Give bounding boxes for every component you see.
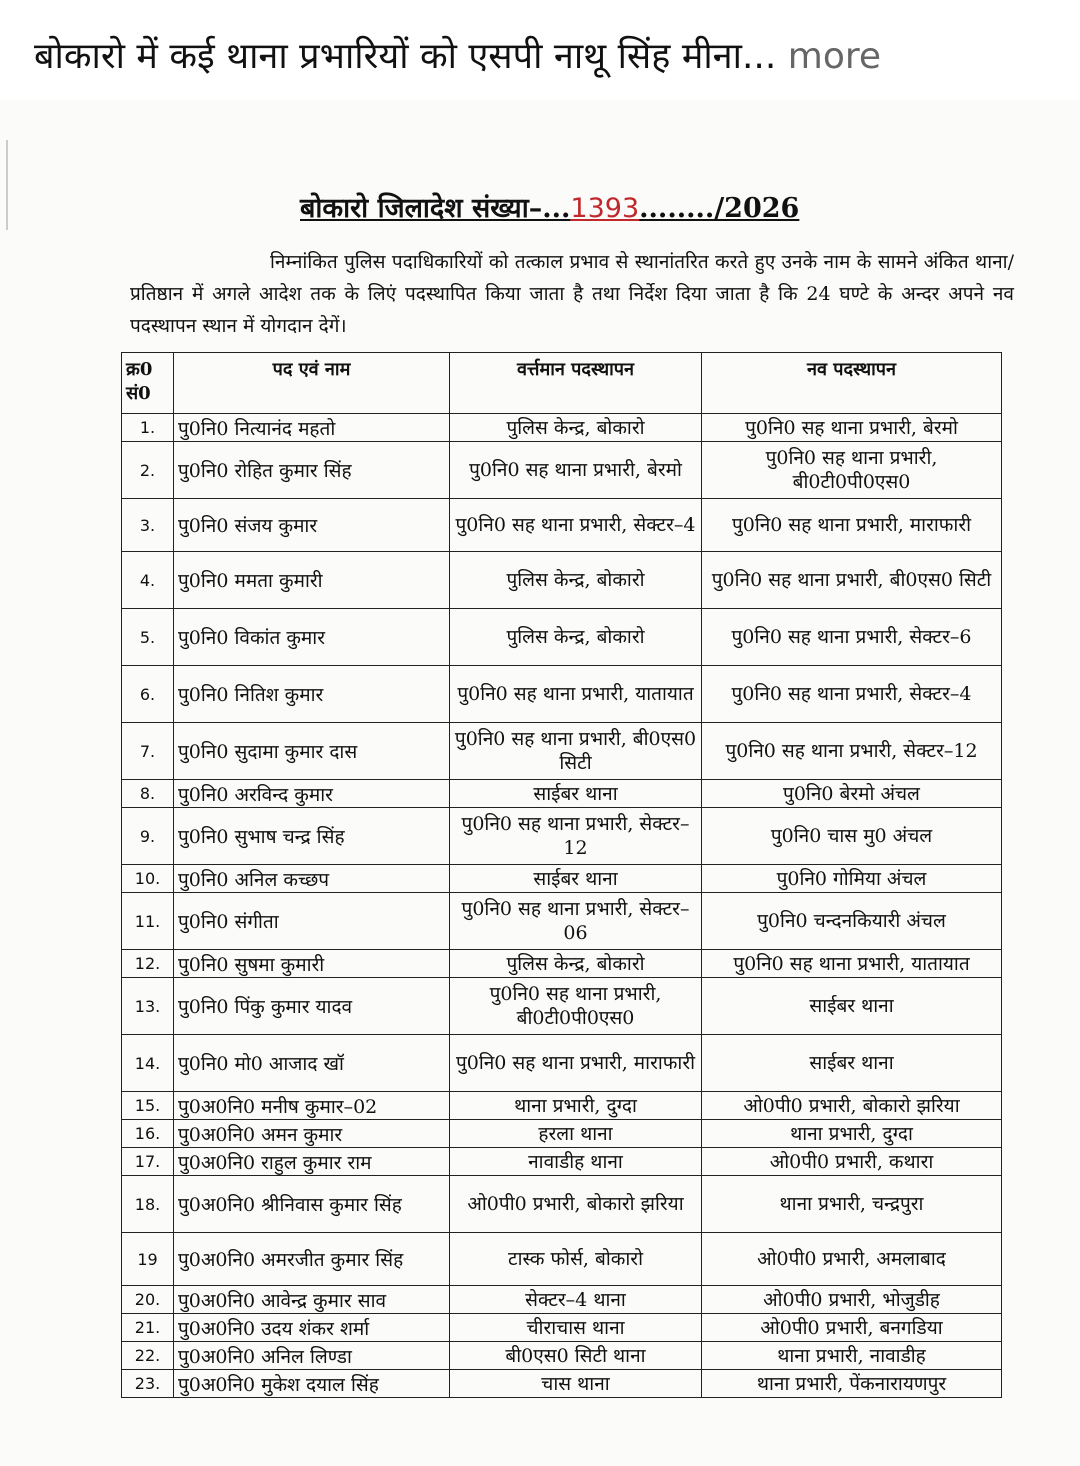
new-posting-cell: पु0नि0 सह थाना प्रभारी, सेक्टर–6 — [702, 609, 1002, 666]
name-cell: पु0अ0नि0 मनीष कुमार–02 — [174, 1092, 450, 1120]
order-title — [300, 188, 880, 225]
name-cell: पु0अ0नि0 अमरजीत कुमार सिंह — [174, 1233, 450, 1286]
table-row — [122, 1176, 1002, 1233]
table-row — [122, 499, 1002, 552]
table-row — [122, 552, 1002, 609]
new-posting-cell: पु0नि0 चन्दनकियारी अंचल — [702, 893, 1002, 950]
serial-cell: 16. — [122, 1120, 174, 1148]
new-posting-cell: पु0नि0 सह थाना प्रभारी, यातायात — [702, 950, 1002, 978]
table-row — [122, 893, 1002, 950]
table-row — [122, 1342, 1002, 1370]
table-row — [122, 442, 1002, 499]
name-cell: पु0नि0 विकांत कुमार — [174, 609, 450, 666]
new-posting-cell: पु0नि0 बेरमो अंचल — [702, 780, 1002, 808]
new-posting-cell: पु0नि0 सह थाना प्रभारी, सेक्टर–12 — [702, 723, 1002, 780]
table-row — [122, 609, 1002, 666]
serial-cell: 21. — [122, 1314, 174, 1342]
order-number: 1393 — [570, 193, 640, 224]
table-row — [122, 780, 1002, 808]
table-row — [122, 1314, 1002, 1342]
name-cell: पु0नि0 संजय कुमार — [174, 499, 450, 552]
table-row — [122, 808, 1002, 865]
current-posting-cell: पु0नि0 सह थाना प्रभारी, माराफारी — [450, 1035, 702, 1092]
table-row — [122, 1148, 1002, 1176]
new-posting-cell: पु0नि0 सह थाना प्रभारी, सेक्टर–4 — [702, 666, 1002, 723]
table-row — [122, 723, 1002, 780]
new-posting-cell: ओ0पी0 प्रभारी, बोकारो झरिया — [702, 1092, 1002, 1120]
table-row — [122, 1233, 1002, 1286]
table-row — [122, 666, 1002, 723]
new-posting-cell: पु0नि0 चास मु0 अंचल — [702, 808, 1002, 865]
current-posting-cell: पुलिस केन्द्र, बोकारो — [450, 414, 702, 442]
new-posting-cell: थाना प्रभारी, नावाडीह — [702, 1342, 1002, 1370]
new-posting-cell: पु0नि0 सह थाना प्रभारी, माराफारी — [702, 499, 1002, 552]
new-posting-cell: पु0नि0 सह थाना प्रभारी, बी0एस0 सिटी — [702, 552, 1002, 609]
current-posting-cell: पु0नि0 सह थाना प्रभारी, यातायात — [450, 666, 702, 723]
name-cell: पु0नि0 संगीता — [174, 893, 450, 950]
name-cell: पु0नि0 अनिल कच्छप — [174, 865, 450, 893]
current-posting-cell: पु0नि0 सह थाना प्रभारी, बी0टी0पी0एस0 — [450, 978, 702, 1035]
table-body — [122, 414, 1002, 1398]
name-cell: पु0नि0 अरविन्द कुमार — [174, 780, 450, 808]
current-posting-cell: पु0नि0 सह थाना प्रभारी, बेरमो — [450, 442, 702, 499]
table-row — [122, 1035, 1002, 1092]
new-posting-cell: पु0नि0 सह थाना प्रभारी, बेरमो — [702, 414, 1002, 442]
current-posting-cell: पुलिस केन्द्र, बोकारो — [450, 609, 702, 666]
name-cell: पु0अ0नि0 उदय शंकर शर्मा — [174, 1314, 450, 1342]
name-cell: पु0अ0नि0 अमन कुमार — [174, 1120, 450, 1148]
name-cell: पु0अ0नि0 श्रीनिवास कुमार सिंह — [174, 1176, 450, 1233]
name-cell: पु0नि0 नितिश कुमार — [174, 666, 450, 723]
table-row — [122, 1286, 1002, 1314]
serial-cell: 6. — [122, 666, 174, 723]
order-intro-paragraph: निम्नांकित पुलिस पदाधिकारियों को तत्काल प्रभाव से स्थानांतरित करते हुए उनके नाम के सामने अंकित थाना/प्रतिष्ठान में अगले आदेश तक के लिएं पदस्थापित किया जाता है तथा निर्देश दिया जाता है कि 24 घण्टे के अन्दर अपने नव पदस्थापन स्थान में योगदान देगें। — [130, 251, 1014, 337]
current-posting-cell: चास थाना — [450, 1370, 702, 1398]
table-row — [122, 1370, 1002, 1398]
serial-cell: 20. — [122, 1286, 174, 1314]
caption-text: बोकारो में कई थाना प्रभारियों को एसपी नाथू सिंह मीना... — [34, 36, 777, 77]
name-cell: पु0नि0 मो0 आजाद खॉ — [174, 1035, 450, 1092]
current-posting-cell: पु0नि0 सह थाना प्रभारी, सेक्टर–06 — [450, 893, 702, 950]
serial-cell: 7. — [122, 723, 174, 780]
header-serial: क्र0 सं0 — [122, 353, 174, 414]
current-posting-cell: पु0नि0 सह थाना प्रभारी, सेक्टर–12 — [450, 808, 702, 865]
new-posting-cell: पु0नि0 गोमिया अंचल — [702, 865, 1002, 893]
table-row — [122, 978, 1002, 1035]
current-posting-cell: ओ0पी0 प्रभारी, बोकारो झरिया — [450, 1176, 702, 1233]
serial-cell: 23. — [122, 1370, 174, 1398]
current-posting-cell: टास्क फोर्स, बोकारो — [450, 1233, 702, 1286]
serial-cell: 19 — [122, 1233, 174, 1286]
current-posting-cell: चीराचास थाना — [450, 1314, 702, 1342]
serial-cell: 3. — [122, 499, 174, 552]
name-cell: पु0नि0 सुदामा कुमार दास — [174, 723, 450, 780]
serial-cell: 5. — [122, 609, 174, 666]
current-posting-cell: पु0नि0 सह थाना प्रभारी, बी0एस0 सिटी — [450, 723, 702, 780]
table-header-row — [122, 353, 1002, 414]
serial-cell: 10. — [122, 865, 174, 893]
order-document — [0, 100, 1080, 1466]
name-cell: पु0अ0नि0 मुकेश दयाल सिंह — [174, 1370, 450, 1398]
post-caption[interactable] — [34, 30, 881, 79]
serial-cell: 1. — [122, 414, 174, 442]
current-posting-cell: नावाडीह थाना — [450, 1148, 702, 1176]
current-posting-cell: सेक्टर–4 थाना — [450, 1286, 702, 1314]
serial-cell: 15. — [122, 1092, 174, 1120]
name-cell: पु0नि0 पिंकु कुमार यादव — [174, 978, 450, 1035]
current-posting-cell: बी0एस0 सिटी थाना — [450, 1342, 702, 1370]
table-row — [122, 1092, 1002, 1120]
serial-cell: 17. — [122, 1148, 174, 1176]
current-posting-cell: पुलिस केन्द्र, बोकारो — [450, 552, 702, 609]
serial-cell: 9. — [122, 808, 174, 865]
title-suffix: ......../2026 — [639, 193, 800, 224]
table-row — [122, 414, 1002, 442]
post-header — [0, 0, 1080, 100]
current-posting-cell: थाना प्रभारी, दुग्दा — [450, 1092, 702, 1120]
new-posting-cell: पु0नि0 सह थाना प्रभारी, बी0टी0पी0एस0 — [702, 442, 1002, 499]
name-cell: पु0नि0 ममता कुमारी — [174, 552, 450, 609]
serial-cell: 13. — [122, 978, 174, 1035]
current-posting-cell: पुलिस केन्द्र, बोकारो — [450, 950, 702, 978]
new-posting-cell: साईबर थाना — [702, 978, 1002, 1035]
serial-cell: 12. — [122, 950, 174, 978]
name-cell: पु0नि0 सुषमा कुमारी — [174, 950, 450, 978]
name-cell: पु0अ0नि0 राहुल कुमार राम — [174, 1148, 450, 1176]
table-row — [122, 865, 1002, 893]
header-current-posting: वर्त्तमान पदस्थापन — [450, 353, 702, 414]
serial-cell: 8. — [122, 780, 174, 808]
name-cell: पु0नि0 सुभाष चन्द्र सिंह — [174, 808, 450, 865]
new-posting-cell: थाना प्रभारी, पेंकनारायणपुर — [702, 1370, 1002, 1398]
current-posting-cell: साईबर थाना — [450, 865, 702, 893]
name-cell: पु0अ0नि0 अनिल लिण्डा — [174, 1342, 450, 1370]
new-posting-cell: ओ0पी0 प्रभारी, बनगडिया — [702, 1314, 1002, 1342]
name-cell: पु0नि0 नित्यानंद महतो — [174, 414, 450, 442]
serial-cell: 4. — [122, 552, 174, 609]
scan-edge-mark — [6, 140, 8, 230]
table-row — [122, 950, 1002, 978]
serial-cell: 14. — [122, 1035, 174, 1092]
title-prefix: बोकारो जिलादेश संख्या–... — [300, 193, 571, 224]
new-posting-cell: ओ0पी0 प्रभारी, कथारा — [702, 1148, 1002, 1176]
header-new-posting: नव पदस्थापन — [702, 353, 1002, 414]
new-posting-cell: ओ0पी0 प्रभारी, अमलाबाद — [702, 1233, 1002, 1286]
header-name: पद एवं नाम — [174, 353, 450, 414]
name-cell: पु0अ0नि0 आवेन्द्र कुमार साव — [174, 1286, 450, 1314]
new-posting-cell: ओ0पी0 प्रभारी, भोजुडीह — [702, 1286, 1002, 1314]
more-link[interactable]: more — [787, 36, 882, 77]
table-row — [122, 1120, 1002, 1148]
new-posting-cell: साईबर थाना — [702, 1035, 1002, 1092]
serial-cell: 22. — [122, 1342, 174, 1370]
transfer-table — [121, 352, 1002, 1398]
serial-cell: 2. — [122, 442, 174, 499]
name-cell: पु0नि0 रोहित कुमार सिंह — [174, 442, 450, 499]
current-posting-cell: हरला थाना — [450, 1120, 702, 1148]
serial-cell: 18. — [122, 1176, 174, 1233]
current-posting-cell: पु0नि0 सह थाना प्रभारी, सेक्टर–4 — [450, 499, 702, 552]
new-posting-cell: थाना प्रभारी, चन्द्रपुरा — [702, 1176, 1002, 1233]
current-posting-cell: साईबर थाना — [450, 780, 702, 808]
new-posting-cell: थाना प्रभारी, दुग्दा — [702, 1120, 1002, 1148]
serial-cell: 11. — [122, 893, 174, 950]
